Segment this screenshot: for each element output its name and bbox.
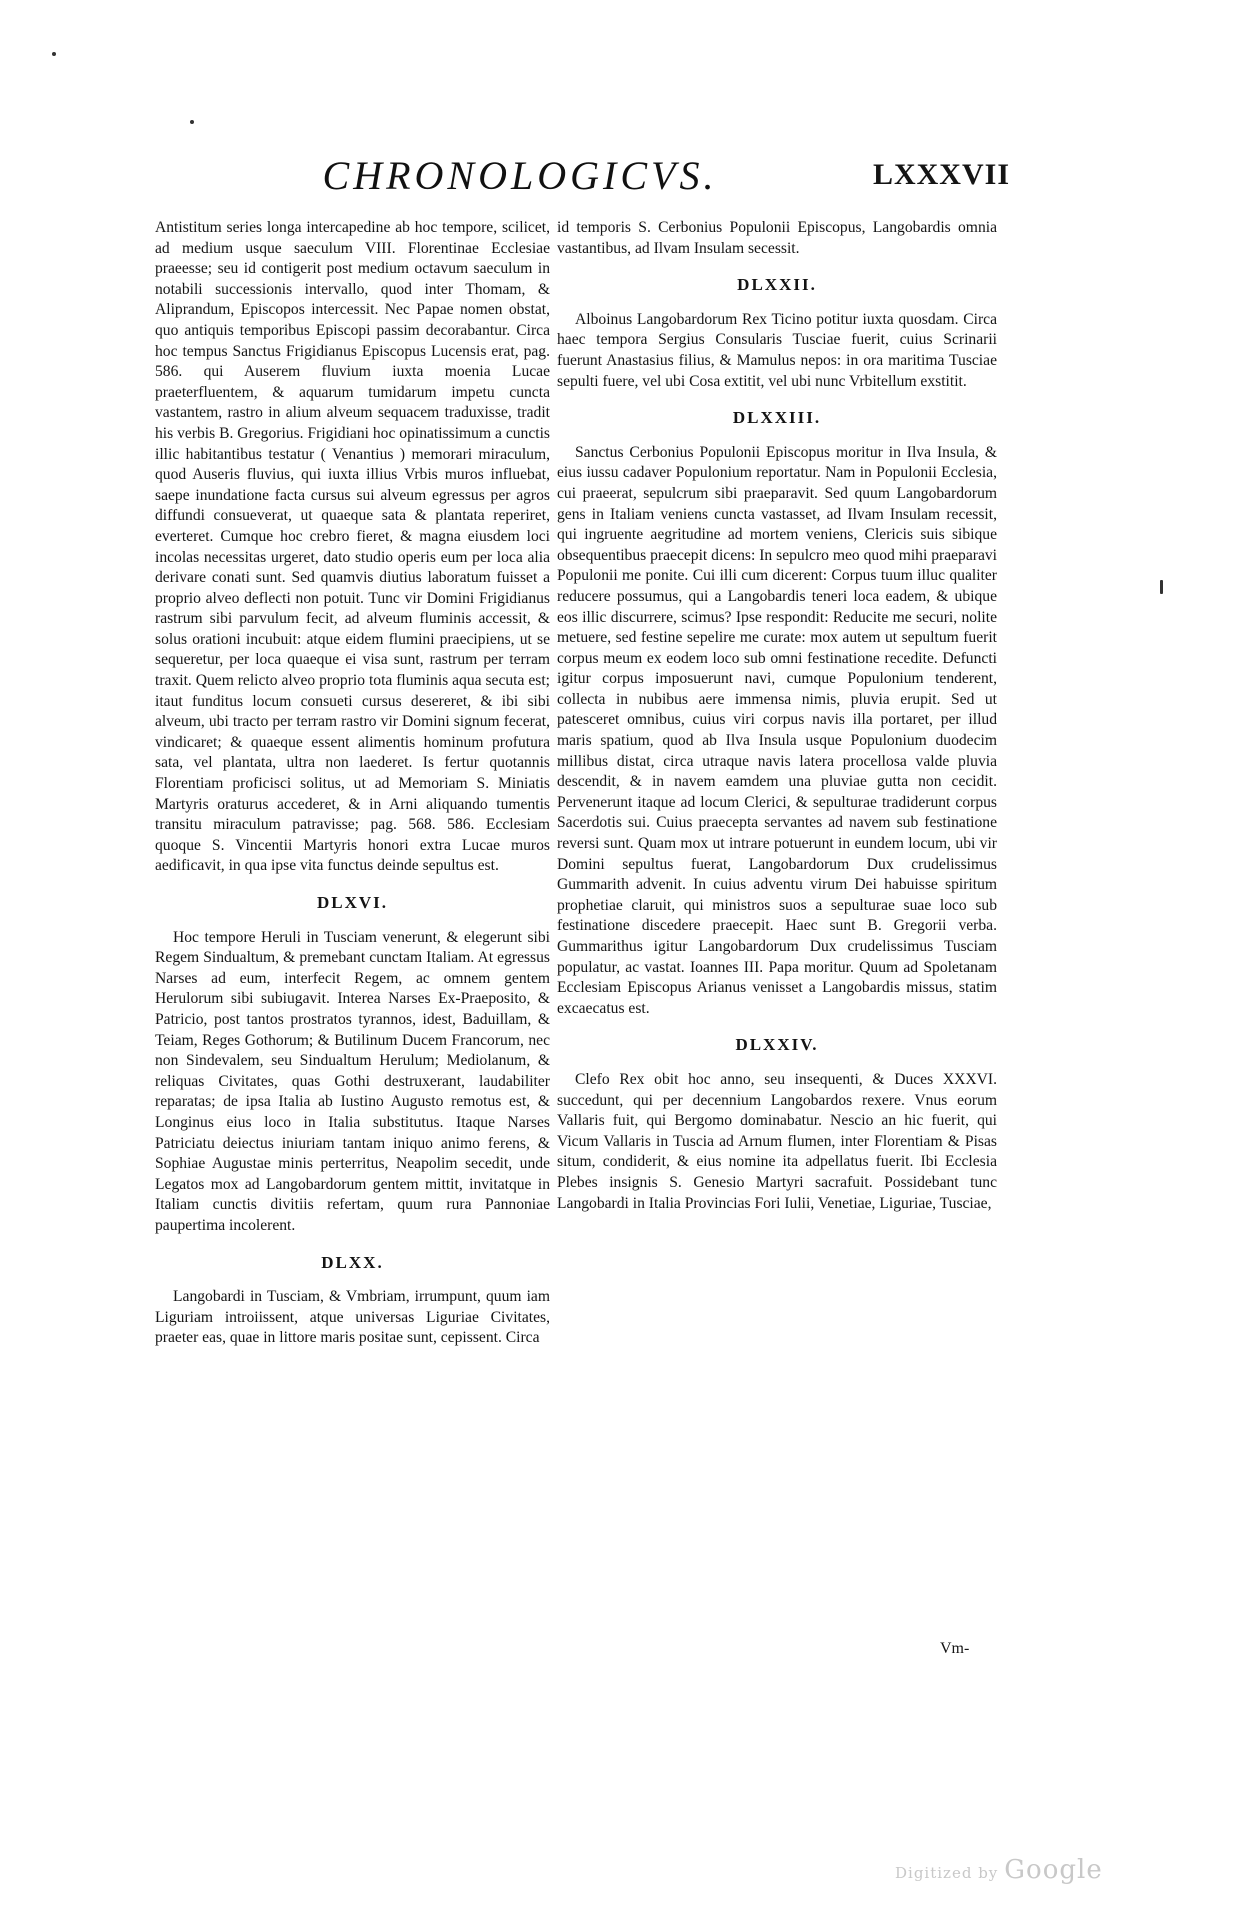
section-heading-dlxxiii: DLXXIII.: [732, 408, 822, 428]
speck-mark: [190, 120, 194, 124]
section-text-dlxxii: Alboinus Langobardorum Rex Ticino potitur iuxta quosdam. Circa haec tempora Sergius Consularis Tusciae fuerit, cuius Scrinarii fuerunt Anastasius filius, & Mamulus nepos: in ora maritima Tusciae sepulti fuere, vel ubi Cosa extitit, vel ubi nunc Vrbitellum exstitit.: [557, 310, 997, 390]
section-heading-dlxxiv: DLXXIV.: [735, 1035, 819, 1055]
section-text-dlxxiv: Clefo Rex obit hoc anno, seu insequenti, & Duces XXXVI. succedunt, qui per decennium Langobardos rexere. Vnus eorum Vallaris fuit, qui Bergomo dominabatur. Nescio an hic fuerit, qui Vicum Vallaris in Tuscia ad Arnum flumen, inter Florentiam & Pisas situm, condiderit, & eius nomine ita adpellatus fuerit. Ibi Ecclesia Plebes insignis S. Genesio Martyri sacrafuit. Possidebant tunc Langobardi in Italia Provincias Fori Iulii, Venetiae, Liguriae, Tusciae,: [557, 1070, 997, 1212]
section-heading-dlxxii: DLXXII.: [737, 275, 817, 295]
left-paragraph-1: Antistitum series longa intercapedine ab hoc tempore, scilicet, ad medium usque saeculum VIII. Florentinae Ecclesiae praeesse; seu id contigerit post medium octavum saeculum in notabili successionis intervallo, quod inter Thomam, & Aliprandum, Episcopos intercessit. Nec Papae nomen obstat, quo antiquis temporibus Episcopi passim decorabantur. Circa hoc tempus Sanctus Frigidianus Episcopus Lucensis erat, pag. 586. qui Auserem fluvium iuxta moenia Lucae praeterfluentem, & aquarum tumidarum impetu cuncta vastantem, rastro in alium alveum sequacem traduxisse, tradit his verbis B. Gregorius. Frigidiani hoc opinatissimum a cunctis illic habitantibus testatur ( Venantius ) memorari miraculum, quod Auseris fluvius, qui iuxta illius Vrbis muros influebat, saepe inundatione facta cursus sui alveum egressus per agros diffundi consueverat, ut quaeque sata & plantata reperiret, everteret. Cumque hoc crebro fieret, & magna eiusdem loci incolas necessitas urgeret, dato studio operis eum per loca alia derivare conati sunt. Sed quamvis diutius laboratum fuisset a proprio alveo deflecti non potuit. Tunc vir Domini Frigidianus rastrum sibi parvulum fecit, ad alveum fluminis accessit, & solus orationi incubuit: atque eidem flumini praecipiens, ut se sequeretur, per loca quaeque ei visa sunt, rastrum per terram traxit. Quem relicto alveo proprio tota fluminis aqua secuta est; itaut funditus locum consueti cursus desereret, & ibi sibi alveum, ubi tracto per terram rastro vir Domini signum fecerat, vindicaret; & quaeque essent alimentis hominum profutura sata, vel plantata, ultra non laederet. Is fertur quotannis Florentiam proficisci solitus, ut ad Memoriam S. Miniatis Martyris oraturus accederet, & in Arni aliquando tumentis transitu miraculum patravisse; pag. 568. 586. Ecclesiam quoque S. Vincentii Martyris honori extra Lucae muros aedificavit, in qua ipse vita functus deinde sepultus est.: [155, 219, 550, 875]
watermark-prefix: Digitized by: [895, 1864, 999, 1882]
section-heading-dlxvi: DLXVI.: [316, 893, 389, 912]
section-text-dlxx: Langobardi in Tusciam, & Vmbriam, irrumpunt, quum iam Liguriam introiissent, atque universas Liguriae Civitates, praeter eas, quae in littore maris positae sunt, cepissent. Circa: [155, 1288, 550, 1347]
speck-mark: [52, 52, 56, 56]
page-number: LXXXVII: [872, 158, 1010, 191]
section-text-dlxxiii: Sanctus Cerbonius Populonii Episcopus moritur in Ilva Insula, & eius iussu cadaver Populonium reportatur. Nam in Populonii Ecclesia, cui praeerat, sepulcrum sibi praeparavit. Sed quum Langobardorum gens in Italiam veniens cuncta vastasset, ad Ilvam Insulam recessit, qui ingruente aegritudine ad mortem veniens, Clericis suis sibique obsequentibus praecepit dicens: In sepulcro meo quod mihi praeparavi Populonii me ponite. Cui illi cum dicerent: Corpus tuum illuc qualiter reducere possumus, qui a Langobardis teneri loca eadem, & ubique eos illic discurrere, scimus? Ipse respondit: Reducite me securi, nolite metuere, sed festine sepelire me curate: mox autem ut sepultum fuerit corpus meum ex eodem loco sub omni festinatione recedite. Defuncti igitur corpus imposuerunt navi, cumque Populonium tenderent, collecta in nubibus aere immensa nimis, pluvia erupit. Sed ut patesceret omnibus, cuius viri corpus navis illa portaret, per illud maris spatium, quod ab Ilva Insula usque Populonium duodecim millibus distat, circa utraque navis latera procellosa valde pluvia descendit, & in navem eamdem una pluviae gutta non cecidit. Pervenerunt itaque ad locum Clerici, & sepulturae tradiderunt corpus Sacerdotis sui. Cuius praecepta servantes ad navem sub festinatione reversi sunt. Quam mox ut intrare potuerunt in eundem locum, ubi vir Domini sepultus fuerat, Langobardorum Dux crudelissimus Gummarith advenit. In cuius adventu virum Dei habuisse spiritum prophetiae claruit, qui ministros suos a sepulturae suae loco sub festinatione discedere praecepit. Haec sunt B. Gregorii verba. Gummarithus igitur Langobardorum Dux crudelissimus Tusciam populatur, ac vastat. Ioannes III. Papa moritur. Quum ad Spoletanam Ecclesiam Episcopus Arianus venisset a Langobardis missus, statim excaecatus est.: [557, 443, 997, 1017]
section-text-dlxvi: Hoc tempore Heruli in Tusciam venerunt, & elegerunt sibi Regem Sindualtum, & premebant cunctam Italiam. At egressus Narses ad eum, interfecit Regem, ac omnem gentem Herulorum sibi subiugavit. Interea Narses Ex-Praeposito, & Patricio, post tantos prostratos tyrannos, idest, Baduillam, & Teiam, Reges Gothorum; & Butilinum Ducem Francorum, nec non Sindevalem, seu Sindualtum Herulum; Mediolanum, & reliquas Civitates, quas Gothi destruxerant, laudabiliter reparatas; de ipsa Italia ab Iustino Augusto remotus est, & Longinus eius loco in Italia substitutus. Itaque Narses Patriciatu deiectus iniuriam tantam iniquo animo ferens, & Sophiae Augustae minis perterritus, Neapolim secedit, unde Legatos mox ad Langobardorum gentem mittit, invitatque in Italiam cunctis divitiis refertam, quum rura Pannoniae paupertima incolerent.: [155, 928, 550, 1234]
left-column: [155, 218, 550, 1349]
section-heading-dlxx: DLXX.: [321, 1252, 384, 1272]
page-title: CHRONOLOGICVS.: [322, 153, 718, 198]
right-paragraph-1: id temporis S. Cerbonius Populonii Episcopus, Langobardis omnia vastantibus, ad Ilvam Insulam secessit.: [557, 219, 997, 257]
google-logo: Google: [1004, 1855, 1103, 1885]
digitized-watermark: [895, 1855, 1155, 1885]
speck-mark: [1160, 580, 1163, 594]
catchword: Vm-: [940, 1640, 970, 1657]
right-column: [557, 218, 997, 1214]
